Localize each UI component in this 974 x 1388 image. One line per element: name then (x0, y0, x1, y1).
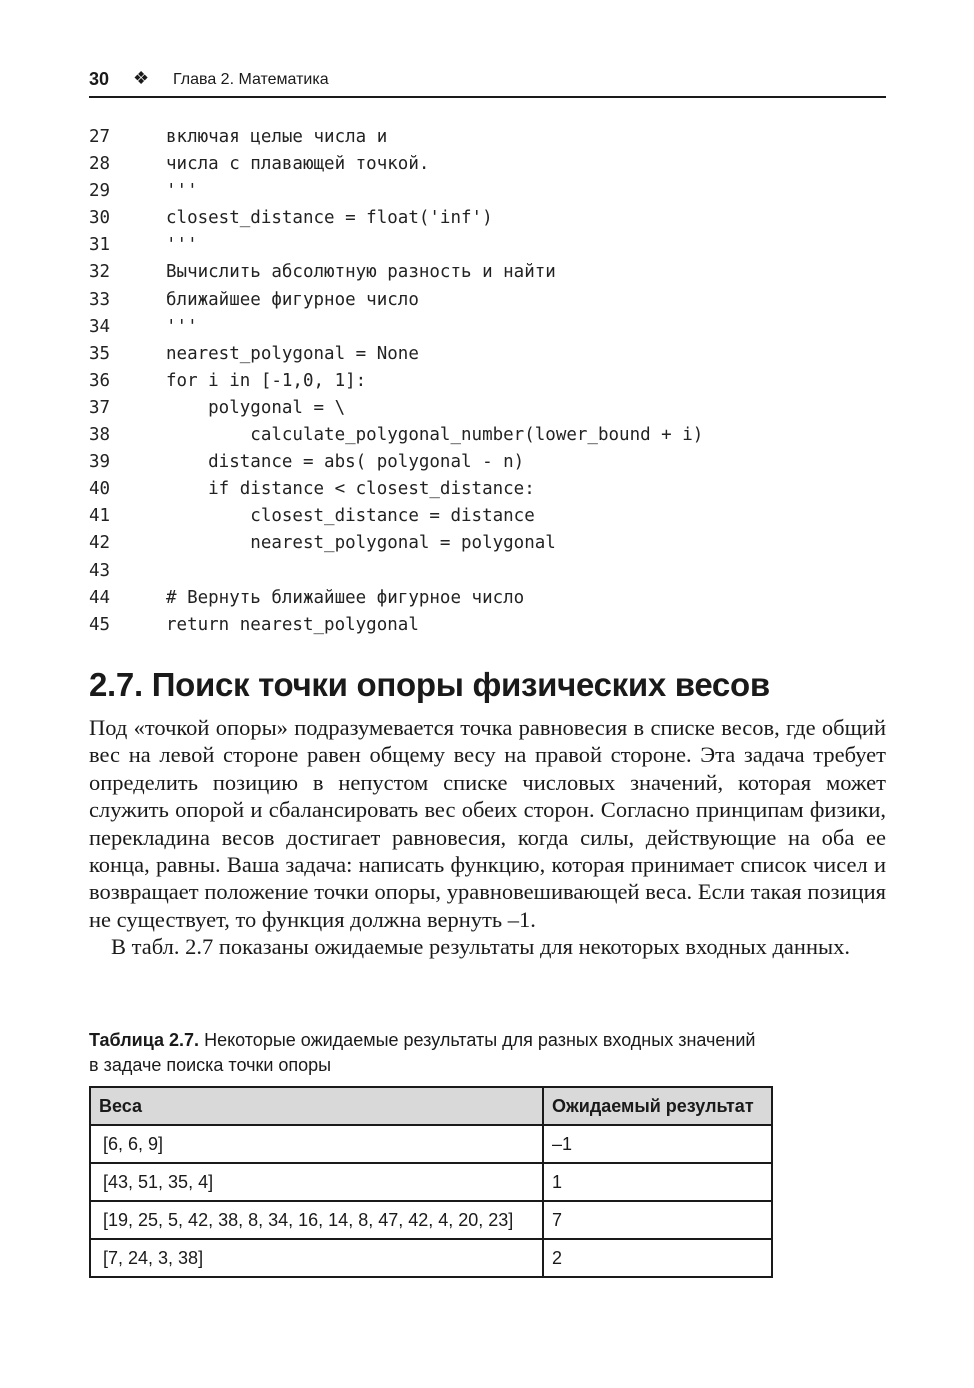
expected-results-table (89, 1086, 773, 1278)
code-line (89, 178, 886, 205)
code-line (89, 585, 886, 612)
code-line (89, 124, 886, 151)
line-number: 34 (89, 316, 111, 337)
code-line (89, 476, 886, 503)
paragraph: Под «точкой опоры» подразумевается точка равновесия в списке весов, где общий вес на левой стороне равен общему весу на правой стороне. Эта задача требует определить позицию в непустом списке числовых значений, которая может служить опорой и сбалансировать вес обеих сторон. Согласно принципам физики, перекладина весов достигает равновесия, когда силы, действующие на оба ее конца, равны. Ваша задача: написать функцию, которая принимает список чисел и возвращает положение точки опоры, уравновешивающей веса. Если такая позиция не существует, то функция должна вернуть –1. (89, 715, 886, 932)
line-number: 27 (89, 127, 111, 147)
code-line (89, 530, 886, 557)
code-line (89, 368, 886, 395)
column-header-weights: Веса (90, 1087, 543, 1125)
line-number: 33 (89, 289, 111, 310)
table-cell: [7, 24, 3, 38] (90, 1239, 543, 1277)
code-text: # Вернуть ближайшее фигурное число (166, 587, 525, 608)
code-text: ''' (166, 235, 198, 256)
code-text: for i in [-1,0, 1]: (166, 370, 367, 391)
code-line (89, 151, 886, 178)
code-text: nearest_polygonal = polygonal (166, 533, 556, 554)
line-number: 39 (89, 452, 111, 473)
section-title: 2.7. Поиск точки опоры физических весов (89, 666, 770, 703)
code-text: closest_distance = distance (166, 506, 535, 527)
code-line (89, 341, 886, 368)
line-number: 32 (89, 262, 111, 283)
table-cell: 2 (543, 1239, 772, 1277)
code-text: distance = abs( polygonal - n) (166, 452, 525, 473)
table-cell: 1 (543, 1163, 772, 1201)
code-text: calculate_polygonal_number(lower_bound + i) (166, 425, 704, 446)
code-text: return nearest_polygonal (166, 614, 419, 635)
table-row (90, 1239, 772, 1277)
table-row (90, 1125, 772, 1163)
code-text: числа с плавающей точкой. (166, 154, 430, 175)
table-cell: –1 (543, 1125, 772, 1163)
code-line (89, 232, 886, 259)
code-text: Вычислить абсолютную разность и найти (166, 262, 556, 283)
code-text: ''' (166, 181, 198, 202)
code-text: включая целые числа и (166, 127, 388, 147)
chapter-title: Глава 2. Математика (173, 71, 329, 88)
line-number: 36 (89, 370, 111, 391)
code-text: ''' (166, 316, 198, 337)
table-caption-text: Некоторые ожидаемые результаты для разных входных значений в задаче поиска точки опоры (89, 1030, 756, 1075)
code-line (89, 205, 886, 232)
code-text: polygonal = \ (166, 397, 346, 418)
code-text: ближайшее фигурное число (166, 289, 419, 310)
section-body (89, 714, 886, 961)
line-number: 45 (89, 614, 111, 635)
code-line (89, 287, 886, 314)
table-row (90, 1201, 772, 1239)
table-caption (89, 1028, 769, 1078)
column-header-result: Ожидаемый результат (543, 1087, 772, 1125)
line-number: 29 (89, 181, 111, 202)
code-listing (89, 124, 886, 639)
table-cell: [6, 6, 9] (90, 1125, 543, 1163)
line-number: 44 (89, 587, 111, 608)
code-line (89, 314, 886, 341)
code-line (89, 449, 886, 476)
code-line (89, 395, 886, 422)
code-text: nearest_polygonal = None (166, 343, 419, 364)
line-number: 37 (89, 397, 111, 418)
code-line (89, 259, 886, 286)
code-line (89, 422, 886, 449)
running-header (89, 66, 886, 98)
line-number: 28 (89, 154, 111, 175)
line-number: 35 (89, 343, 111, 364)
paragraph: В табл. 2.7 показаны ожидаемые результаты для некоторых входных данных. (111, 934, 850, 960)
code-line (89, 612, 886, 639)
page-number: 30 (89, 69, 110, 89)
table-cell: 7 (543, 1201, 772, 1239)
table-caption-label: Таблица 2.7. (89, 1030, 200, 1050)
code-line (89, 503, 886, 530)
code-line (89, 558, 886, 585)
line-number: 38 (89, 425, 111, 446)
line-number: 42 (89, 533, 111, 554)
table-cell: [19, 25, 5, 42, 38, 8, 34, 16, 14, 8, 47, 42, 4, 20, 23] (90, 1201, 543, 1239)
line-number: 31 (89, 235, 111, 256)
line-number: 41 (89, 506, 111, 527)
ornament-icon: ❖ (133, 68, 150, 88)
table-header-row (90, 1087, 772, 1125)
line-number: 30 (89, 208, 111, 229)
table-cell: [43, 51, 35, 4] (90, 1163, 543, 1201)
line-number: 40 (89, 479, 111, 500)
code-text: closest_distance = float('inf') (166, 208, 493, 229)
code-text: if distance < closest_distance: (166, 479, 535, 500)
table-row (90, 1163, 772, 1201)
line-number: 43 (89, 560, 111, 581)
